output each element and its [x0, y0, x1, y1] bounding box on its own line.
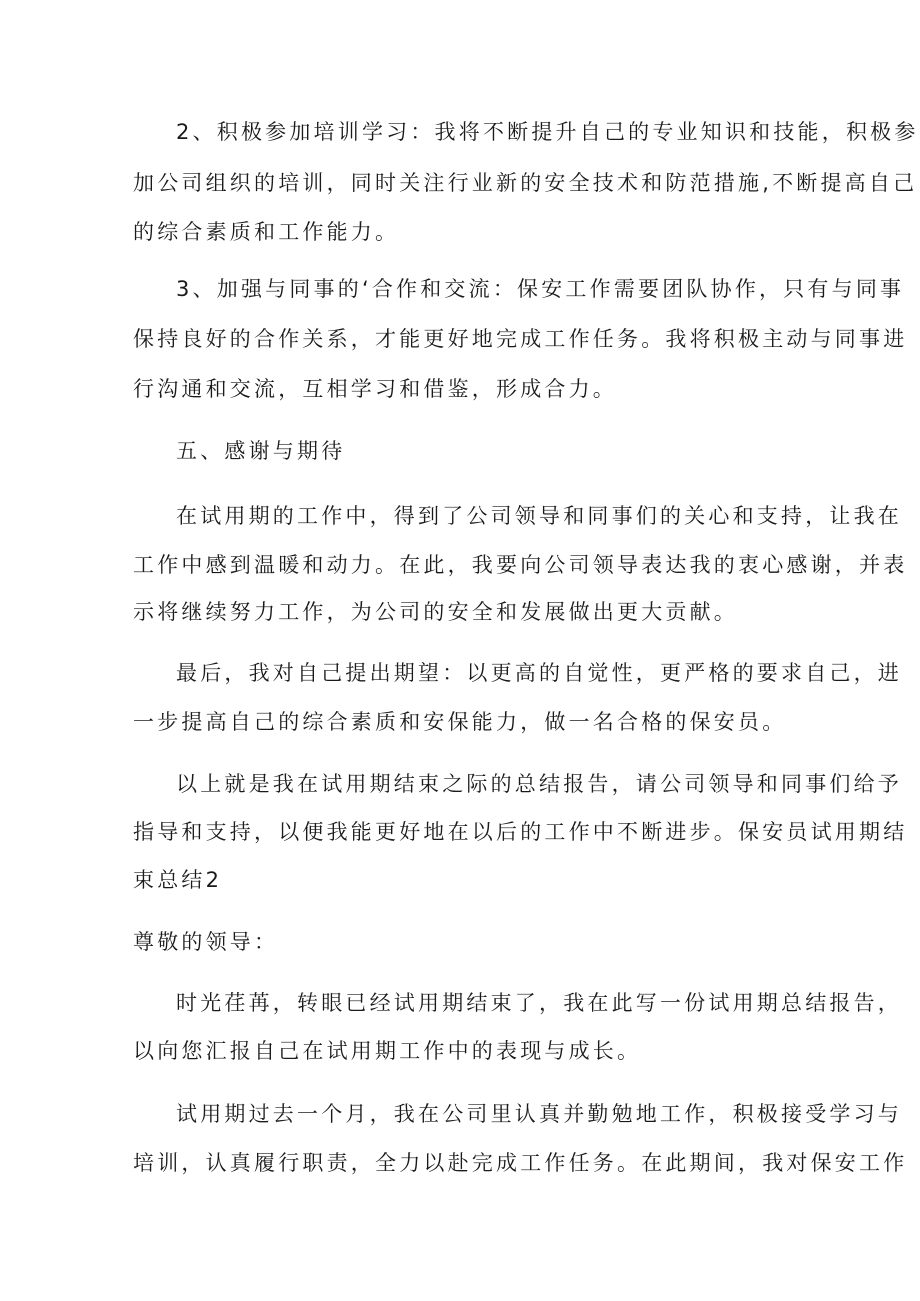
paragraph-line: 加公司组织的培训，同时关注行业新的安全技术和防范措施,不断提高自己	[133, 171, 918, 195]
paragraph-line: 保持良好的合作关系，才能更好地完成工作任务。我将积极主动与同事进	[133, 327, 908, 351]
paragraph-line: 工作中感到温暖和动力。在此，我要向公司领导表达我的衷心感谢，并表	[133, 553, 908, 577]
paragraph-line: 以上就是我在试用期结束之际的总结报告，请公司领导和同事们给予	[176, 772, 902, 796]
paragraph-line: 最后，我对自己提出期望：以更高的自觉性，更严格的要求自己，进	[176, 661, 902, 685]
paragraph-line: 试用期过去一个月，我在公司里认真并勤勉地工作，积极接受学习与	[176, 1102, 902, 1126]
paragraph-line: 一步提高自己的综合素质和安保能力，做一名合格的保安员。	[133, 710, 787, 734]
section-heading: 五、感谢与期待	[176, 439, 346, 463]
paragraph-line: 2、积极参加培训学习：我将不断提升自己的专业知识和技能，积极参	[176, 120, 919, 144]
paragraph-line: 3、加强与同事的‘合作和交流：保安工作需要团队协作，只有与同事	[176, 277, 905, 301]
paragraph-line: 的综合素质和工作能力。	[133, 220, 400, 244]
paragraph-line: 束总结2	[133, 868, 223, 892]
paragraph-line: 行沟通和交流，互相学习和借鉴，形成合力。	[133, 377, 617, 401]
salutation: 尊敬的领导：	[133, 930, 279, 954]
paragraph-line: 培训，认真履行职责，全力以赴完成工作任务。在此期间，我对保安工作	[133, 1151, 908, 1175]
paragraph-line: 时光荏苒，转眼已经试用期结束了，我在此写一份试用期总结报告，	[176, 991, 902, 1015]
paragraph-line: 在试用期的工作中，得到了公司领导和同事们的关心和支持，让我在	[176, 504, 902, 528]
paragraph-line: 以向您汇报自己在试用期工作中的表现与成长。	[133, 1039, 642, 1063]
paragraph-line: 示将继续努力工作，为公司的安全和发展做出更大贡献。	[133, 600, 738, 624]
paragraph-line: 指导和支持，以便我能更好地在以后的工作中不断进步。保安员试用期结	[133, 820, 908, 844]
